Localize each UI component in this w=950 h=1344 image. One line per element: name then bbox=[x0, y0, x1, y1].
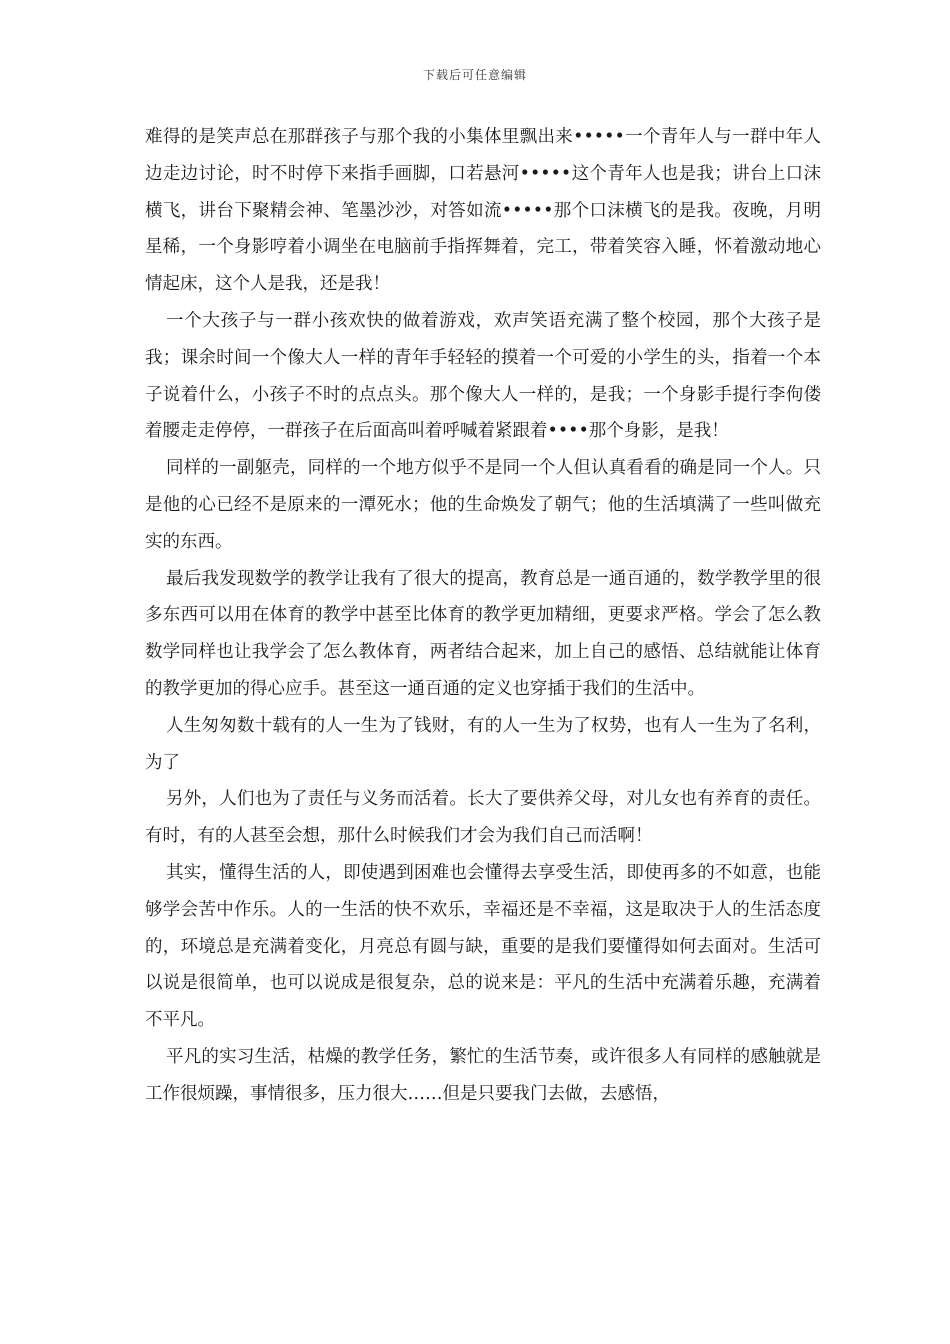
paragraph-3: 同样的一副躯壳，同样的一个地方似乎不是同一个人但认真看看的确是同一个人。只是他的心已经不是原来的一潭死水；他的生命焕发了朝气；他的生活填满了一些叫做充实的东西。 bbox=[145, 458, 821, 552]
paragraph-8: 平凡的实习生活，枯燥的教学任务，繁忙的生活节奏，或许很多人有同样的感触就是工作很烦躁，事情很多，压力很大……但是只要我门去做，去感悟， bbox=[145, 1046, 821, 1104]
page-header: 下载后可任意编辑 bbox=[422, 68, 527, 82]
paragraph-6: 另外，人们也为了责任与义务而活着。长大了要供养父母，对儿女也有养育的责任。有时，有的人甚至会想，那什么时候我们才会为我们自己而活啊！ bbox=[145, 789, 821, 847]
paragraph-4: 最后我发现数学的教学让我有了很大的提高，教育总是一通百通的，数学教学里的很多东西可以用在体育的教学中甚至比体育的教学更加精细，更要求严格。学会了怎么教数学同样也让我学会了怎么教体育，两者结合起来，加上自己的感悟、总结就能让体育的教学更加的得心应手。甚至这一通百通的定义也穿插于我们的生活中。 bbox=[145, 568, 821, 699]
document-body bbox=[145, 119, 821, 1113]
paragraph-1: 难得的是笑声总在那群孩子与那个我的小集体里飘出来•••••一个青年人与一群中年人边走边讨论，时不时停下来指手画脚，口若悬河•••••这个青年人也是我；讲台上口沫横飞，讲台下聚精会神、笔墨沙沙，对答如流•••••那个口沫横飞的是我。夜晚，月明星稀，一个身影哼着小调坐在电脑前手指挥舞着，完工，带着笑容入睡，怀着激动地心情起床，这个人是我，还是我！ bbox=[145, 127, 821, 295]
paragraph-7: 其实，懂得生活的人，即使遇到困难也会懂得去享受生活，即使再多的不如意，也能够学会苦中作乐。人的一生活的快不欢乐，幸福还是不幸福，这是取决于人的生活态度的，环境总是充满着变化，月亮总有圆与缺，重要的是我们要懂得如何去面对。生活可以说是很简单，也可以说成是很复杂，总的说来是：平凡的生活中充满着乐趣，充满着不平凡。 bbox=[145, 862, 821, 1031]
paragraph-2: 一个大孩子与一群小孩欢快的做着游戏，欢声笑语充满了整个校园，那个大孩子是我；课余时间一个像大人一样的青年手轻轻的摸着一个可爱的小学生的头，指着一个本子说着什么，小孩子不时的点点头。那个像大人一样的，是我；一个身影手提行李佝偻着腰走走停停，一群孩子在后面高叫着呼喊着紧跟着••••那个身影，是我！ bbox=[145, 310, 821, 442]
paragraph-5: 人生匆匆数十载有的人一生为了钱财，有的人一生为了权势，也有人一生为了名利，为了 bbox=[145, 715, 821, 773]
